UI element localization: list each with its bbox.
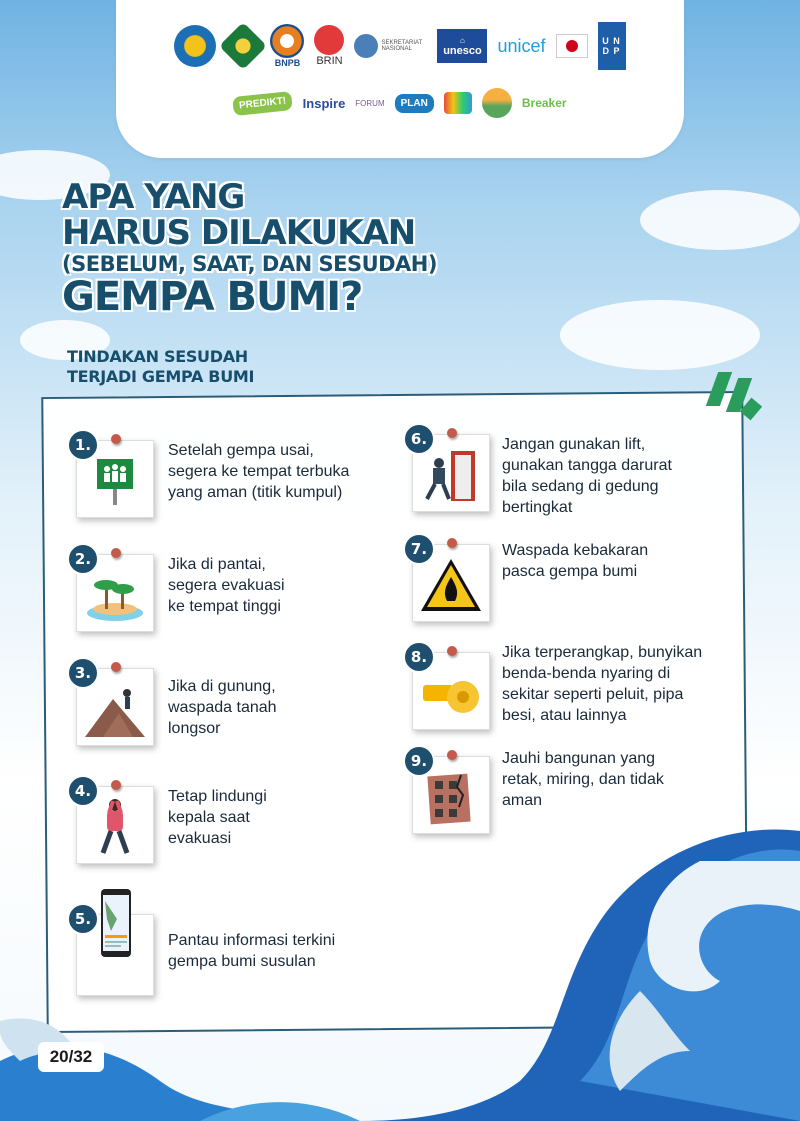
cracked-building-icon [419,767,483,827]
partner-logo-panel [116,0,684,158]
kemenag-logo [226,29,260,63]
step-item-1 [74,436,350,518]
page-number: 20/32 [38,1042,104,1072]
step-number: 2. [67,543,99,575]
cloud-decoration [560,300,760,370]
pin-icon [447,646,457,656]
step-card [74,436,154,518]
cloud-decoration [640,190,800,250]
step-number: 4. [67,775,99,807]
japan-logo [556,34,588,58]
step-item-6 [410,430,672,518]
step-card [410,648,490,730]
step-card [410,540,490,622]
step-item-8 [410,644,703,730]
unicef-logo: unicef [497,35,546,56]
pin-icon [111,548,121,558]
step-number: 3. [67,657,99,689]
step-text: Jika terperangkap, bunyikan benda-benda nyaring di sekitar seperti peluit, pipa besi, atau lainnya [502,644,703,724]
step-number: 7. [403,533,435,565]
pin-icon [447,750,457,760]
whistle-icon [419,663,483,723]
assembly-point-sign-icon [83,451,147,511]
title-line-4: GEMPA BUMI? [62,274,363,320]
sekretariat-nasional-logo: SEKRETARIAT NASIONAL [354,34,427,58]
step-card [410,430,490,512]
kemendikbud-logo [174,25,216,67]
beach-island-icon [83,565,147,625]
undp-logo: U N D P [598,22,626,70]
inspire-logo: Inspire [302,95,346,111]
breaker-logo: Breaker [521,96,567,110]
school-logo [444,92,472,114]
page-title [62,177,437,320]
step-text: Waspada kebakaran pasca gempa bumi [502,542,649,580]
pin-icon [111,780,121,790]
title-line-2: HARUS DILAKUKAN [62,213,416,253]
step-card [74,664,154,746]
step-text: Jika di gunung, waspada tanah longsor [168,678,277,737]
logo-row-bottom [116,88,684,118]
forum-logo: FORUM [355,98,385,108]
pin-icon [111,662,121,672]
section-subtitle [67,347,254,387]
step-item-2 [74,550,285,632]
fire-warning-icon [419,555,483,615]
step-number: 6. [403,423,435,455]
step-text: Pantau informasi terkini gempa bumi susulan [168,932,336,970]
step-item-3 [74,664,277,746]
pin-icon [111,434,121,444]
step-number: 8. [403,641,435,673]
plan-logo: PLAN [395,94,434,113]
title-line-3: (SEBELUM, SAAT, DAN SESUDAH) [62,252,437,276]
step-number: 9. [403,745,435,777]
mountain-hiker-icon [83,679,147,739]
step-text: Jangan gunakan lift, gunakan tangga darurat bila sedang di gedung bertingkat [502,436,672,516]
logo-row-top [116,22,684,70]
predikt-logo: PREDIKT! [233,90,294,115]
pin-icon [447,428,457,438]
step-text: Tetap lindungi kepala saat evakuasi [168,788,267,847]
step-text: Setelah gempa usai, segera ke tempat terbuka yang aman (titik kumpul) [168,442,350,501]
ocean-wave-illustration [0,821,800,1121]
step-text: Jauhi bangunan yang retak, miring, dan tidak aman [502,750,664,809]
step-card [74,550,154,632]
subtitle-line-2: TERJADI GEMPA BUMI [67,367,255,386]
bnpb-logo: BNPB [270,24,304,68]
step-text: Jika di pantai, segera evakuasi ke tempat tinggi [168,556,285,615]
step-item-7 [410,540,649,622]
title-line-1: APA YANG [62,177,245,217]
unesco-logo: ⌂ unesco [437,29,487,63]
step-number: 5. [67,903,99,935]
subtitle-line-1: TINDAKAN SESUDAH [67,347,248,366]
emergency-exit-icon [419,445,483,505]
ace-logo [482,88,512,118]
pin-icon [447,538,457,548]
step-number: 1. [67,429,99,461]
brin-logo: BRIN [314,25,344,67]
